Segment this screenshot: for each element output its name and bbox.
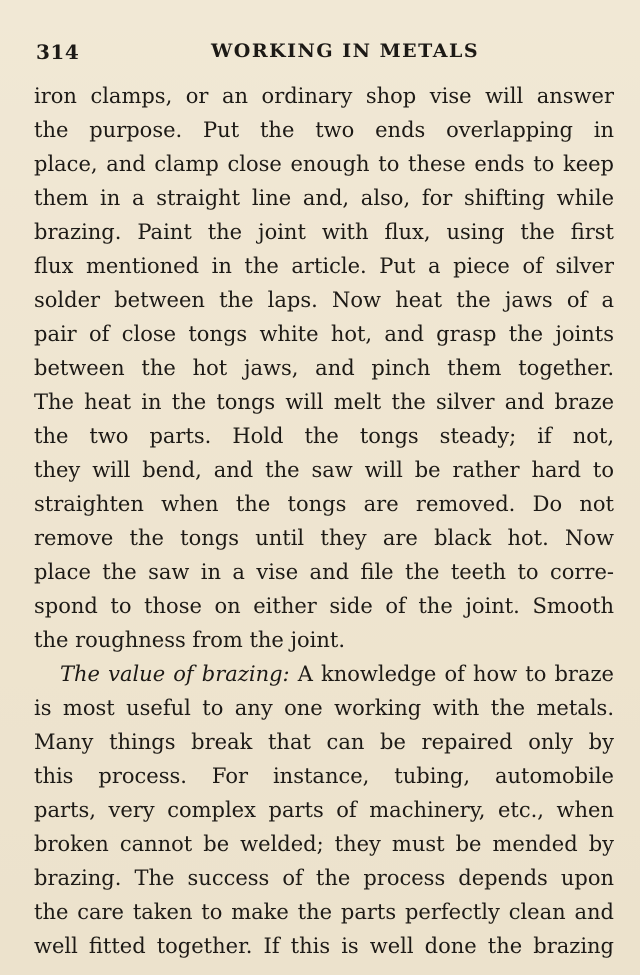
text-line: iron clamps, or an ordinary shop vise will answer — [34, 84, 614, 108]
text-line: the roughness from the joint. — [34, 628, 346, 652]
text-line: broken cannot be welded; they must be mended by — [34, 832, 614, 856]
text-line: them in a straight line and, also, for shifting while — [34, 186, 614, 210]
text-span: A knowledge of how to braze — [297, 662, 614, 686]
text-line: flux mentioned in the article. Put a piece of silver — [34, 254, 614, 278]
text-line: The heat in the tongs will melt the silver and braze — [34, 390, 614, 414]
text-line: spond to those on either side of the joint. Smooth — [34, 594, 614, 618]
text-line: the care taken to make the parts perfectly clean and — [34, 900, 614, 924]
text-line: brazing. The success of the process depends upon — [34, 866, 614, 890]
text-line: brazing. Paint the joint with flux, using the first — [34, 220, 614, 244]
text-line: the purpose. Put the two ends overlapping in — [34, 118, 614, 142]
text-line: straighten when the tongs are removed. Do not — [34, 492, 614, 516]
text-line: place the saw in a vise and file the teeth to corre- — [34, 560, 614, 584]
text-line: is most useful to any one working with the metals. — [34, 696, 614, 720]
text-line: pair of close tongs white hot, and grasp the joints — [34, 322, 614, 346]
text-line: the two parts. Hold the tongs steady; if not, — [34, 424, 614, 448]
text-line: parts, very complex parts of machinery, etc., when — [34, 798, 614, 822]
text-line: they will bend, and the saw will be rather hard to — [34, 458, 614, 482]
text-line: this process. For instance, tubing, automobile — [34, 764, 614, 788]
text-line: well fitted together. If this is well done the brazing — [34, 934, 614, 958]
page-number: 314 — [36, 40, 80, 64]
text-line: remove the tongs until they are black hot. Now — [34, 526, 614, 550]
paragraph-2 — [34, 657, 614, 963]
paragraph-heading-italic: The value of brazing: — [60, 662, 290, 686]
paragraph-1 — [34, 79, 614, 657]
text-line: between the hot jaws, and pinch them together. — [34, 356, 614, 380]
paragraph-first-line — [34, 657, 614, 691]
text-line: Many things break that can be repaired only by — [34, 730, 614, 754]
running-title: WORKING IN METALS — [210, 40, 480, 62]
text-line: place, and clamp close enough to these ends to keep — [34, 152, 614, 176]
body-text — [34, 79, 614, 963]
text-line: solder between the laps. Now heat the jaws of a — [34, 288, 614, 312]
running-head — [36, 40, 614, 70]
